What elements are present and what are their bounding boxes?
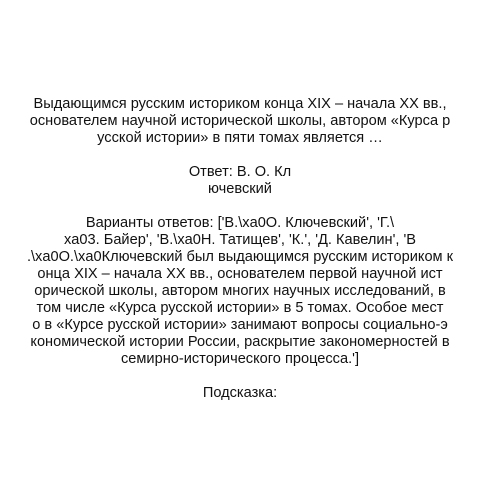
answer-text: [0, 164, 480, 198]
question-line: основателем научной исторической школы, автором «Курса р: [29, 113, 451, 129]
options-line: .\xa0О.\xa0Ключевский был выдающимся русским историком к: [26, 249, 454, 265]
question-line: усской истории» в пяти томах является …: [97, 130, 383, 146]
options-line: Варианты ответов: ['В.\xa0О. Ключевский', 'Г.\: [85, 215, 395, 231]
options-line: орической школы, автором многих научных исследований, в: [34, 283, 446, 299]
spacer: [0, 198, 480, 215]
options-line: семирно-исторического процесса.']: [120, 351, 359, 367]
hint-text: [0, 385, 480, 402]
question-line: Выдающимся русским историком конца XIX – начала XX вв.,: [33, 96, 447, 112]
hint-line: Подсказка:: [202, 385, 278, 401]
options-line: кономической истории России, раскрытие закономерностей в: [30, 334, 450, 350]
options-line: xa03. Байер', 'В.\xa0Н. Татищев', 'К.', 'Д. Кавелин', 'В: [63, 232, 417, 248]
answer-options-text: [0, 215, 480, 368]
question-text: [0, 96, 480, 147]
answer-line: ючевский: [208, 181, 272, 197]
spacer: [0, 147, 480, 164]
answer-line: Ответ: В. О. Кл: [188, 164, 292, 180]
spacer: [0, 368, 480, 385]
options-line: том числе «Курса русской истории» в 5 томах. Особое мест: [36, 300, 444, 316]
options-line: онца XIX – начала XX вв., основателем первой научной ист: [37, 266, 443, 282]
options-line: о в «Курсе русской истории» занимают вопросы социально-э: [32, 317, 448, 333]
document-page: [0, 96, 480, 402]
